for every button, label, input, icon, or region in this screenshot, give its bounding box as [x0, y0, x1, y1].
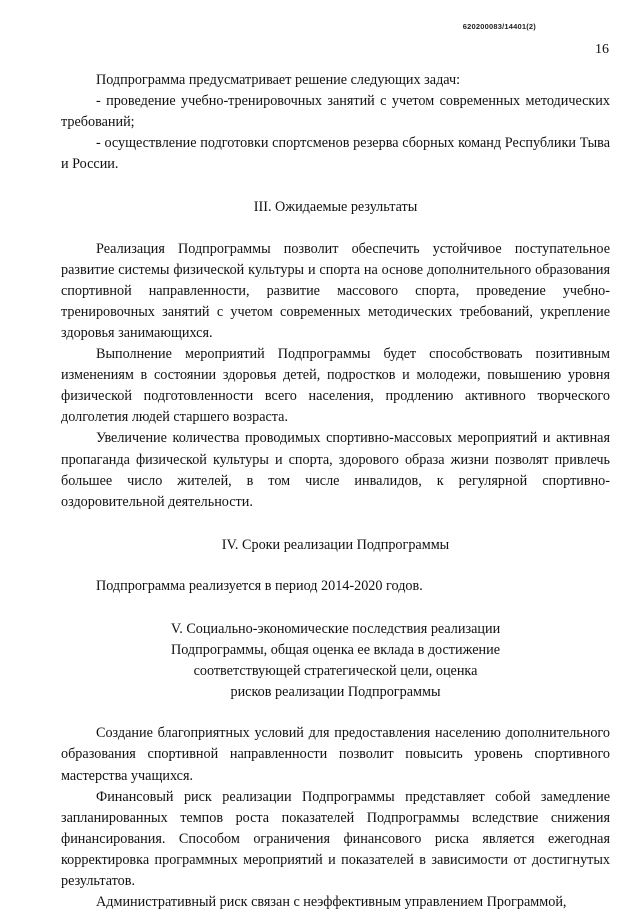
paragraph: Финансовый риск реализации Подпрограммы представляет собой замедление запланированных темпов роста показателей Подпрограммы вследствие снижения финансирования. Способом ограничения финансового риска является ежегодная корректировка программных мероприятий и показателей в зависимости от достигнутых результатов. — [61, 788, 610, 889]
section-heading: III. Ожидаемые результаты — [253, 199, 418, 216]
section-heading: IV. Сроки реализации Подпрограммы — [221, 536, 450, 553]
paragraph: Подпрограмма реализуется в период 2014-2020 годов. — [96, 577, 423, 594]
page-number: 16 — [595, 42, 609, 57]
paragraph: Реализация Подпрограммы позволит обеспечить устойчивое поступательное развитие системы физической культуры и спорта на основе дополнительного образования спортивной направленности, развитие массового спорта, проведение учебно-тренировочных занятий с учетом современных методических требований, укрепление здоровья занимающихся. — [61, 240, 610, 341]
task-item: - проведение учебно-тренировочных занятий с учетом современных методических требований; — [61, 93, 610, 131]
task-item: - осуществление подготовки спортсменов резерва сборных команд Республики Тыва и России. — [61, 135, 610, 173]
document-id: 620200083/14401(2) — [462, 22, 536, 31]
paragraph: Административный риск связан с неэффективным управлением Программой, — [96, 894, 567, 911]
intro-paragraph: Подпрограмма предусматривает решение следующих задач: — [96, 72, 461, 88]
section-heading-line: V. Социально-экономические последствия реализации — [170, 620, 501, 637]
document-body — [61, 70, 610, 913]
section-heading-line: рисков реализации Подпрограммы — [230, 684, 441, 701]
section-heading-line: соответствующей стратегической цели, оценка — [193, 663, 478, 680]
section-heading — [61, 619, 610, 703]
paragraph: Увеличение количества проводимых спортивно-массовых мероприятий и активная пропаганда физической культуры и спорта, здорового образа жизни позволят привлечь большее число жителей, в том числе инвалидов, к регулярной спортивно-оздоровительной деятельности. — [61, 430, 610, 510]
section-heading-line: Подпрограммы, общая оценка ее вклада в достижение — [171, 642, 500, 659]
paragraph: Выполнение мероприятий Подпрограммы будет способствовать позитивным изменениям в состоянии здоровья детей, подростков и молодежи, повышению уровня физической подготовленности всего населения, продлению активного творческого долголетия людей старшего возраста. — [61, 346, 610, 426]
paragraph: Создание благоприятных условий для предоставления населению дополнительного образования спортивной направленности позволит повысить уровень спортивного мастерства учащихся. — [61, 725, 610, 784]
